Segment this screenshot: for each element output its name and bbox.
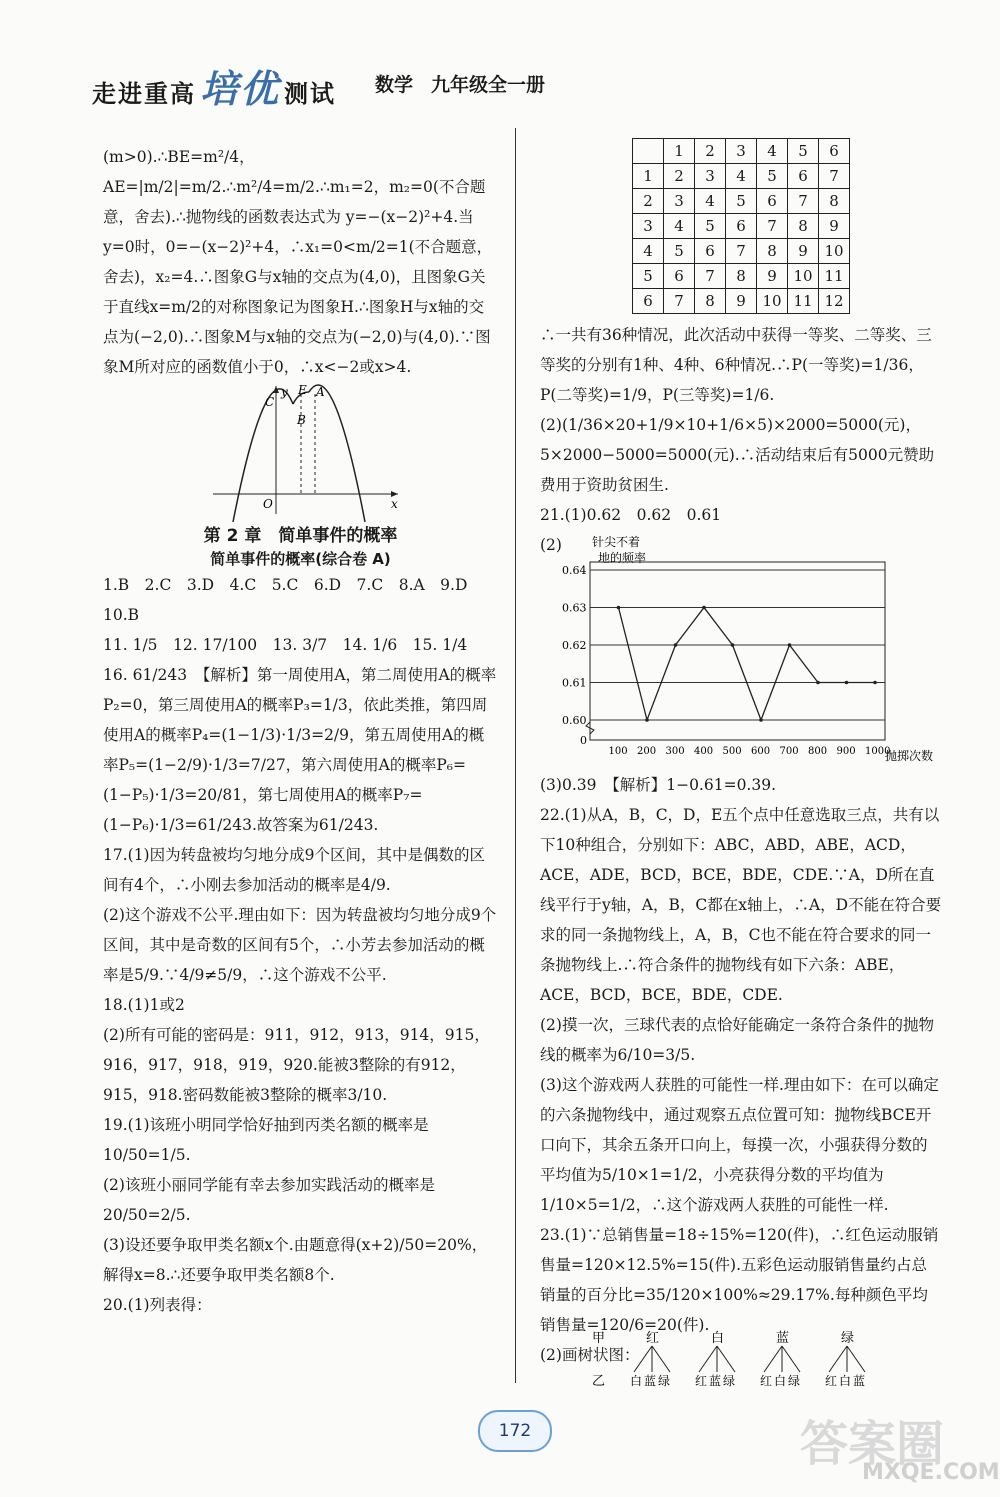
left-column	[103, 142, 498, 1320]
chart-xtick: 400	[694, 746, 714, 757]
table-cell: 8	[757, 239, 788, 264]
tree-branch	[847, 1346, 865, 1372]
tree-branch	[717, 1346, 735, 1372]
table-cell: 2	[695, 139, 726, 164]
chart-frame	[590, 562, 885, 740]
table-cell: 1	[664, 139, 695, 164]
table-cell: 2	[664, 164, 695, 189]
chart-ytick: 0.61	[562, 676, 587, 690]
answer-text: 16. 61/243 【解析】第一周使用A，第二周使用A的概率P₂=0，第三周使用A的概率P₃=1/3，依此类推，第四周使用A的概率P₄=(1−1/3)·1/3=2/9，第五周使用A的概率P₅=(1−2/9)·1/3=7/27，第六周使用A的概率P₆=(1−P₅)·1/3=20/81，第七周使用A的概率P₇=(1−P₆)·1/3=61/243.故答案为61/243.	[103, 666, 497, 834]
table-cell: 9	[726, 289, 757, 314]
table-cell: 9	[757, 264, 788, 289]
tree-leaves: 红白蓝	[825, 1374, 868, 1388]
data-point	[731, 643, 735, 647]
chart-xtick: 800	[808, 746, 828, 757]
table-cell	[633, 139, 664, 164]
chart-ylabel: 地的频率	[598, 551, 647, 565]
book-subtitle	[375, 70, 563, 97]
table-cell: 6	[664, 264, 695, 289]
answer-text: 18.(1)1或2	[103, 996, 185, 1014]
tree-branch	[634, 1346, 652, 1372]
grade-label: 九年级全一册	[431, 74, 546, 96]
table-cell: 3	[695, 164, 726, 189]
answer-text: 20.(1)列表得：	[103, 1296, 212, 1314]
subject-label: 数学	[375, 74, 414, 96]
answer-text: (2)该班小丽同学能有幸去参加实践活动的概率是20/50=2/5.	[103, 1176, 435, 1224]
table-cell: 11	[788, 289, 819, 314]
data-point	[645, 718, 649, 722]
answer-text: (2)所有可能的密码是：911，912，913，914，915，916，917，918，919，920.能被3整除的有912，915，918.密码数能被3整除的概率3/10.	[103, 1026, 490, 1104]
table-cell: 5	[664, 239, 695, 264]
chart-ytick: 0.62	[562, 639, 587, 652]
data-point	[617, 606, 621, 610]
table-cell: 11	[819, 264, 850, 289]
table-cell: 5	[726, 189, 757, 214]
table-cell: 9	[819, 214, 850, 239]
chart-part-label: (2)	[540, 536, 562, 554]
tree-leaves: 红蓝绿	[695, 1374, 738, 1388]
data-point	[788, 643, 792, 647]
chart-xtick: 700	[779, 746, 799, 757]
table-cell: 1	[633, 164, 664, 189]
table-cell: 6	[788, 164, 819, 189]
table-cell: 7	[819, 164, 850, 189]
graph-label: x	[391, 497, 398, 511]
table-row	[633, 239, 850, 264]
data-point	[816, 681, 820, 685]
table-cell: 3	[633, 214, 664, 239]
table-cell: 9	[788, 239, 819, 264]
sum-table	[632, 138, 850, 314]
answer-text: 23.(1)∵总销售量=18÷15%=120(件)，∴红色运动服销售量=120×12.5%=15(件).五彩色运动服销售量约占总销量的百分比=35/120×100%≈29.17%.每种颜色平均销售量=120/6=20(件).	[540, 1226, 939, 1334]
graph-label: A	[316, 385, 325, 399]
tree-label: 甲	[592, 1331, 606, 1346]
table-cell: 3	[664, 189, 695, 214]
table-row	[633, 164, 850, 189]
chart-xlabel: 抛掷次数	[885, 749, 934, 763]
chart-xtick: 1000	[865, 746, 891, 757]
answer-text: (3)0.39 【解析】1−0.61=0.39.	[540, 776, 777, 794]
table-cell: 4	[633, 239, 664, 264]
table-header-row	[633, 139, 850, 164]
table-cell: 8	[726, 264, 757, 289]
table-cell: 5	[757, 164, 788, 189]
table-cell: 10	[819, 239, 850, 264]
data-point	[845, 681, 849, 685]
answer-text: 19.(1)该班小明同学恰好抽到丙类名额的概率是10/50=1/5.	[103, 1116, 429, 1164]
table-cell: 10	[757, 289, 788, 314]
graph-label: y	[281, 385, 288, 399]
tree-leaves: 白蓝绿	[630, 1374, 673, 1388]
table-row	[633, 289, 850, 314]
table-cell: 8	[695, 289, 726, 314]
answer-text: (3)设还要争取甲类名额x个.由题意得(x+2)/50=20%，解得x=8.∴还要争取甲类名额8个.	[103, 1236, 488, 1284]
answer-line: 1.B 2.C 3.D 4.C 5.C 6.D 7.C 8.A 9.D 10.B	[103, 576, 483, 624]
chart-xtick: 100	[608, 746, 628, 757]
table-row	[633, 264, 850, 289]
table-cell: 4	[757, 139, 788, 164]
table-cell: 4	[664, 214, 695, 239]
chart-ytick: 0.63	[562, 601, 587, 615]
right-column	[540, 320, 942, 1370]
answer-text: 22.(1)从A，B，C，D，E五个点中任意选取三点，共有以下10种组合，分别如下：ABC，ABD，ABE，ACD，ACE，ADE，BCD，BCE，BDE，CDE.∵A，D所在直线平行于y轴，A，B，C都在x轴上，∴A，D不能在符合要求的同一条抛物线上，A，B，C也不能在符合要求的同一条抛物线上.∴符合条件的抛物线有如下六条：ABE，ACE，BCD，BCE，BDE，CDE.	[540, 806, 942, 1004]
answer-text: ∴一共有36种情况，此次活动中获得一等奖、二等奖、三等奖的分别有1种、4种、6种情况.∴P(一等奖)=1/36，P(二等奖)=1/9，P(三等奖)=1/6.	[540, 326, 932, 404]
chart-xtick: 300	[665, 746, 685, 757]
answer-text: (2)摸一次，三球代表的点恰好能确定一条符合条件的抛物线的概率为6/10=3/5.	[540, 1016, 934, 1064]
frequency-chart-block	[540, 530, 942, 770]
book-title	[92, 58, 336, 113]
table-cell: 8	[788, 214, 819, 239]
tree-branch	[652, 1346, 670, 1372]
answer-text: 17.(1)因为转盘被均匀地分成9个区间，其中是偶数的区间有4个，∴小刚去参加活动的概率是4/9.	[103, 846, 485, 894]
table-cell: 6	[757, 189, 788, 214]
chart-xtick: 500	[722, 746, 742, 757]
graph-label: C	[265, 395, 275, 409]
table-row	[633, 214, 850, 239]
answer-line: 11. 1/5 12. 17/100 13. 3/7 14. 1/6 15. 1/4	[103, 636, 468, 654]
page-number: 172	[478, 1410, 552, 1452]
answer-text: (2)这个游戏不公平.理由如下：因为转盘被均匀地分成9个区间，其中是奇数的区间有5个，∴小芳去参加活动的概率是5/9.∵4/9≠5/9，∴这个游戏不公平.	[103, 906, 497, 984]
table-cell: 6	[819, 139, 850, 164]
table-cell: 4	[726, 164, 757, 189]
tree-branch	[782, 1346, 800, 1372]
table-cell: 8	[819, 189, 850, 214]
table-cell: 5	[788, 139, 819, 164]
answer-text: (2)画树状图：	[540, 1346, 640, 1364]
table-cell: 6	[726, 214, 757, 239]
chart-xtick: 200	[637, 746, 657, 757]
table-row	[633, 189, 850, 214]
table-cell: 10	[788, 264, 819, 289]
tree-branch	[699, 1346, 717, 1372]
table-cell: 7	[664, 289, 695, 314]
tree-diagram	[592, 1330, 892, 1390]
table-cell: 4	[695, 189, 726, 214]
tree-label: 乙	[592, 1374, 606, 1389]
tree-branch	[829, 1346, 847, 1372]
table-cell: 7	[788, 189, 819, 214]
frequency-series-line	[619, 608, 876, 721]
data-point	[759, 718, 763, 722]
table-cell: 6	[695, 239, 726, 264]
chart-ytick: 0.64	[562, 564, 587, 577]
graph-label: E	[298, 384, 307, 397]
section-title: 简单事件的概率(综合卷 A)	[210, 550, 391, 568]
chart-xtick: 900	[836, 746, 856, 757]
table-cell: 6	[633, 289, 664, 314]
tree-node: 绿	[841, 1331, 855, 1346]
data-point	[702, 606, 706, 610]
table-cell: 12	[819, 289, 850, 314]
answer-text: (3)这个游戏两人获胜的可能性一样.理由如下：在可以确定的六条抛物线中，通过观察五点位置可知：抛物线BCE开口向下，其余五条开口向上，每摸一次，小强获得分数的平均值为5/10×1=1/2，小亮获得分数的平均值为1/10×5=1/2，∴这个游戏两人获胜的可能性一样.	[540, 1076, 939, 1214]
chapter-title: 第 2 章 简单事件的概率	[203, 526, 398, 546]
table-cell: 5	[633, 264, 664, 289]
table-cell: 7	[695, 264, 726, 289]
chart-ytick: 0	[580, 734, 587, 747]
watermark-logo: 答案圈	[800, 1416, 945, 1472]
table-cell: 7	[757, 214, 788, 239]
tree-node: 红	[646, 1331, 660, 1346]
data-point	[873, 681, 877, 685]
frequency-line-chart	[540, 530, 942, 770]
tree-node: 白	[711, 1331, 725, 1346]
chart-xtick: 600	[751, 746, 771, 757]
data-point	[674, 643, 678, 647]
tree-leaves: 红白绿	[760, 1374, 803, 1388]
chart-ytick: 0.60	[562, 714, 587, 727]
tree-node: 蓝	[776, 1331, 790, 1346]
watermark-url: MXQE.COM	[862, 1460, 1000, 1485]
title-part-c: 测试	[284, 80, 337, 108]
answer-text: (m>0).∴BE=m²/4，AE=|m/2|=m/2.∴m²/4=m/2.∴m₁=2，m₂=0(不合题意，舍去).∴抛物线的函数表达式为 y=−(x−2)²+4.当 y=0时，0=−(x−2)²+4，∴x₁=0<m/2=1(不合题意，舍去)，x₂=4.∴图象G与x轴的交点为(4,0)，且图象G关于直线x=m/2的对称图象记为图象H.∴图象H与x轴的交点为(−2,0).∴图象M与x轴的交点为(−2,0)与(4,0).∵图象M所对应的函数值小于0，∴x<−2或x>4.	[103, 148, 493, 376]
title-part-a: 走进重高	[92, 80, 196, 108]
table-cell: 3	[726, 139, 757, 164]
graph-label: B	[297, 413, 306, 427]
parabola-graph	[103, 384, 498, 524]
answer-text: (2)(1/36×20+1/9×10+1/6×5)×2000=5000(元)，5×2000−5000=5000(元).∴活动结束后有5000元赞助费用于资助贫困生.	[540, 416, 935, 494]
table-cell: 5	[695, 214, 726, 239]
tree-branch	[764, 1346, 782, 1372]
column-divider	[515, 128, 516, 1383]
title-part-b: 培优	[200, 67, 281, 111]
chart-ylabel: 针尖不着	[592, 535, 641, 549]
answer-text: 21.(1)0.62 0.62 0.61	[540, 506, 722, 524]
graph-label: O	[263, 497, 273, 511]
table-cell: 7	[726, 239, 757, 264]
table-cell: 2	[633, 189, 664, 214]
